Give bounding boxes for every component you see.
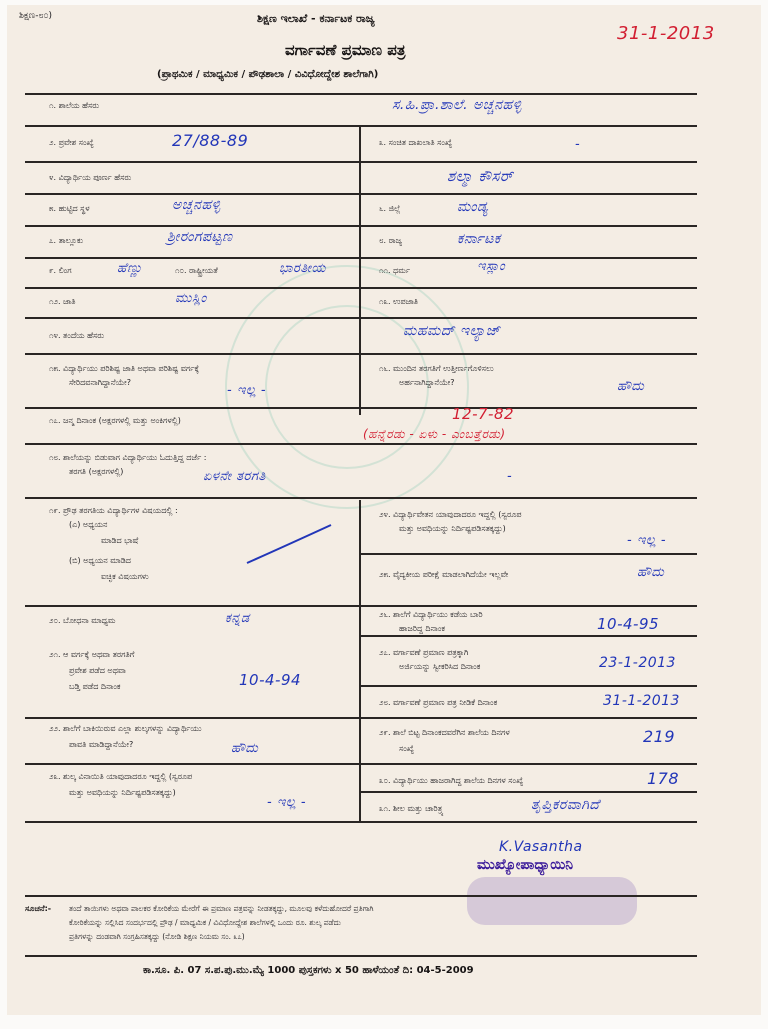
- field-label: ೧೦. ರಾಷ್ಟ್ರೀಯತೆ: [175, 266, 218, 275]
- field-label: ೨. ಪ್ರವೇಶ ಸಂಖ್ಯೆ: [49, 138, 94, 147]
- field-label: ೨೬. ಶಾಲೆಗೆ ವಿದ್ಯಾರ್ಥಿಯು ಕಡೆಯ ಬಾರಿ: [379, 610, 483, 619]
- row-line: [25, 317, 697, 319]
- field-value: ಶಲ್ಮಾ ಕೌಸರ್: [447, 167, 514, 185]
- note-label: ಸೂಚನೆ:-: [25, 904, 52, 913]
- field-label: ಸಂಖ್ಯೆ: [399, 744, 415, 753]
- field-label: ೧೯. ಪ್ರೌಢ ತರಗತಿಯ ವಿದ್ಯಾರ್ಥಿಗಳ ವಿಷಯದಲ್ಲಿ :: [49, 506, 178, 515]
- field-label: ೨೪. ವಿದ್ಯಾರ್ಥಿವೇತನ ಯಾವುದಾದರೂ ಇದ್ದಲ್ಲಿ (ಸ್ವರೂಪ: [379, 510, 522, 519]
- field-value: ಏಳನೇ ತರಗತಿ: [203, 469, 266, 484]
- field-label: ಮತ್ತು ಅವಧಿಯನ್ನು ನಿರ್ದಿಷ್ಟಪಡಿಸತಕ್ಕದ್ದು): [69, 788, 176, 797]
- field-label: ೨೩. ಶುಲ್ಕ ವಿನಾಯಿತಿ ಯಾವುದಾದರೂ ಇದ್ದಲ್ಲಿ (ಸ್ವರೂಪ: [49, 772, 193, 781]
- field-value: - ಇಲ್ಲ -: [627, 533, 667, 548]
- field-label: ೩. ಸಂಚಿತ ದಾಖಲಾತಿ ಸಂಖ್ಯೆ: [379, 138, 453, 147]
- transfer-certificate: [7, 5, 761, 1015]
- field-value: ಭಾರತೀಯ: [279, 261, 326, 276]
- field-value: 178: [647, 769, 680, 788]
- field-label: ೨೫. ವೈದ್ಯಕೀಯ ಪರೀಕ್ಷೆ ಮಾಡಲಾಗಿದೆಯೇ ಇಲ್ಲವೇ: [379, 570, 509, 579]
- field-value: - ಇಲ್ಲ -: [227, 383, 267, 398]
- row-line: [25, 821, 697, 823]
- page-subtitle: (ಪ್ರಾಥಮಿಕ / ಮಾಧ್ಯಮಿಕ / ಪೌಢಶಾಲಾ / ವಿವಿಧೋದ್ದೇಶ ಶಾಲೆಗಾಗಿ): [157, 69, 379, 80]
- field-label: ತರಗತಿ (ಅಕ್ಷರಗಳಲ್ಲಿ): [69, 467, 124, 476]
- field-label: ಅರ್ಹನಾಗಿದ್ದಾನೆಯೇ?: [399, 378, 455, 387]
- headmistress-signature: K.Vasantha: [499, 839, 583, 855]
- row-line: [359, 635, 697, 637]
- field-label: ಸೇರಿದವನಾಗಿದ್ದಾನೆಯೇ?: [69, 378, 131, 387]
- field-label: ೧೮. ಶಾಲೆಯನ್ನು ಬಿಡುವಾಗ ವಿದ್ಯಾರ್ಥಿಯು ಓದುತ್ತಿದ್ದ ದರ್ಜೆ :: [49, 453, 207, 462]
- note-line: ಪ್ರತಿಗಳನ್ನು ದಂಡವಾಗಿ ಸಂಗ್ರಹಿಸತಕ್ಕದ್ದು (ನೋಡಿ ಶಿಕ್ಷಣ ನಿಯಮ ಸಂ. ೩೭): [69, 932, 245, 941]
- row-line: [25, 443, 697, 445]
- field-label: ಮತ್ತು ಅವಧಿಯನ್ನು ನಿರ್ದಿಷ್ಟಪಡಿಸತಕ್ಕದ್ದು): [399, 524, 506, 533]
- field-label: ಐಚ್ಛಿಕ ವಿಷಯಗಳು: [101, 572, 149, 581]
- table-center-divider: [359, 125, 361, 415]
- footer-bottom-border: [25, 955, 697, 957]
- table-top-border: [25, 93, 697, 95]
- table-center-divider-lower: [359, 500, 361, 822]
- field-value: ಸ.ಹಿ.ಪ್ರಾ.ಶಾಲೆ. ಅಚ್ಚನಹಳ್ಳಿ: [392, 97, 522, 113]
- page-title: ವರ್ಗಾವಣೆ ಪ್ರಮಾಣ ಪತ್ರ: [285, 41, 406, 59]
- row-line: [25, 161, 697, 163]
- row-line: [25, 763, 697, 765]
- field-label: ಬಡ್ತಿ ಪಡೆದ ದಿನಾಂಕ: [69, 682, 121, 691]
- field-label: ೧೬. ಮುಂದಿನ ತರಗತಿಗೆ ಉತ್ತೀರ್ಣಗೊಳಿಸಲು: [379, 364, 494, 373]
- field-label: ೨೦. ಬೋಧನಾ ಮಾಧ್ಯಮ: [49, 616, 116, 625]
- row-line: [25, 353, 697, 355]
- field-value: 10-4-94: [239, 671, 302, 689]
- field-value: ಶ್ರೀರಂಗಪಟ್ಟಣ: [167, 229, 233, 245]
- row-line: [25, 125, 697, 127]
- stamp-ink-smudge: [467, 877, 637, 925]
- row-line: [25, 225, 697, 227]
- row-line: [25, 497, 697, 499]
- field-label: ೧೫. ವಿದ್ಯಾರ್ಥಿಯು ಪರಿಶಿಷ್ಟ ಜಾತಿ ಅಥವಾ ಪರಿಶಿಷ್ಟ ವರ್ಗಕ್ಕೆ: [49, 364, 200, 373]
- field-value: 31-1-2013: [603, 693, 680, 709]
- field-label: ಮಾಡಿದ ಭಾಷೆ: [101, 536, 139, 545]
- field-value: ಮುಸ್ಲಿಂ: [175, 291, 207, 306]
- field-label: ೭. ತಾಲ್ಲೂಕು: [49, 236, 84, 245]
- field-value: 10-4-95: [597, 615, 660, 633]
- field-label: ೧. ಶಾಲೆಯ ಹೆಸರು: [49, 101, 100, 110]
- field-value: ಹೌದು: [617, 379, 645, 394]
- field-value: ಮಹಮದ್ ಇಲ್ಯಾಜ್: [403, 323, 501, 339]
- field-value: 23-1-2013: [599, 655, 676, 671]
- field-label: (ಬಿ) ಅಧ್ಯಯನ ಮಾಡಿದ: [69, 556, 131, 565]
- field-label: ೧೩. ಉಪಜಾತಿ: [379, 297, 419, 306]
- field-value: ಕರ್ನಾಟಕ: [457, 231, 501, 247]
- field-value: -: [575, 137, 581, 152]
- field-label: ಪ್ರವೇಶ ಪಡೆದ ಅಥವಾ: [69, 666, 126, 675]
- field-value: ಹೌದು: [231, 741, 259, 756]
- note-line: ತಂದೆ ತಾಯಿಗಳು ಅಥವಾ ಪಾಲಕರ ಕೋರಿಕೆಯ ಮೇರೆಗೆ ಈ ಪ್ರಮಾಣ ಪತ್ರವನ್ನು ನೀಡತಕ್ಕದ್ದು, ಮೂಲವು ಕಳೆದುಹೋದರೆ ಪ್ರತಿಗಾಗಿ: [69, 904, 374, 913]
- row-line: [359, 685, 697, 687]
- footer-top-border: [25, 895, 697, 897]
- note-line: ಕೋರಿಕೆಯನ್ನು ಸಲ್ಲಿಸಿದ ಸಂದರ್ಭದಲ್ಲಿ ಪ್ರೌಢ / ಮಾಧ್ಯಮಿಕ / ವಿವಿಧೋದ್ದೇಶ ಶಾಲೆಗಳಲ್ಲಿ ಒಂದು ರೂ. ಶುಲ್ಕ ಪಡೆದು: [69, 918, 341, 927]
- field-label: ೧೨. ಜಾತಿ: [49, 297, 76, 306]
- dept-line: ಶಿಕ್ಷಣ ಇಲಾಖೆ - ಕರ್ನಾಟಕ ರಾಜ್ಯ: [257, 12, 375, 25]
- row-line: [359, 791, 697, 793]
- field-value: ತೃಪ್ತಿಕರವಾಗಿದೆ: [531, 797, 600, 813]
- field-value: ಕನ್ನಡ: [225, 611, 250, 626]
- field-label: ೨೧. ಆ ವರ್ಗಕ್ಕೆ ಅಥವಾ ತರಗತಿಗೆ: [49, 650, 135, 659]
- headmistress-stamp: ಮುಖ್ಯೋಪಾಧ್ಯಾಯಿನಿ: [477, 857, 574, 873]
- field-label: ೧೭. ಜನ್ಮ ದಿನಾಂಕ (ಅಕ್ಷರಗಳಲ್ಲಿ ಮತ್ತು ಅಂಕಿಗಳಲ್ಲಿ): [49, 416, 181, 425]
- field-label: ೩೦. ವಿದ್ಯಾರ್ಥಿಯು ಹಾಜರಾಗಿದ್ದ ಶಾಲೆಯ ದಿನಗಳ ಸಂಖ್ಯೆ: [379, 776, 524, 785]
- field-label: ೮. ರಾಜ್ಯ: [379, 236, 403, 245]
- field-value: 12-7-82: [452, 405, 515, 423]
- field-value: ಹೌದು: [637, 565, 665, 580]
- field-value-words: (ಹನ್ನೆರಡು - ಏಳು - ಎಂಬತ್ತೆರಡು): [363, 427, 506, 441]
- field-label: (ಎ) ಅಧ್ಯಯನ: [69, 520, 108, 529]
- field-value: ಮಂಡ್ಯ: [457, 199, 489, 215]
- field-label: ಪಾವತಿ ಮಾಡಿದ್ದಾನೆಯೇ?: [69, 740, 134, 749]
- field-label: ೬. ಜಿಲ್ಲೆ: [379, 204, 401, 213]
- field-label: ಅರ್ಜಿಯನ್ನು ಸ್ವೀಕರಿಸಿದ ದಿನಾಂಕ: [399, 662, 481, 671]
- field-label: ೧೪. ತಂದೆಯ ಹೆಸರು: [49, 331, 105, 340]
- field-label: ೨೮. ವರ್ಗಾವಣೆ ಪ್ರಮಾಣ ಪತ್ರ ನೀಡಿಕೆ ದಿನಾಂಕ: [379, 698, 498, 707]
- field-value: -: [507, 469, 513, 484]
- print-line: ಕಾ.ಸೂ. ಪಿ. 07 ಸ.ಪ.ಪು.ಮು.ಮ್ಯೆ 1000 ಪುಸ್ತಕಗಳು x 50 ಹಾಳೆಯಂತೆ ದಿ: 04-5-2009: [143, 965, 474, 976]
- row-line: [359, 553, 697, 555]
- row-line: [25, 605, 697, 607]
- field-label: ೧೧. ಧರ್ಮ: [379, 266, 410, 275]
- field-value: ಹೆಣ್ಣು: [117, 261, 143, 276]
- field-label: ೪. ವಿದ್ಯಾರ್ಥಿಯ ಪೂರ್ಣ ಹೆಸರು: [49, 173, 132, 182]
- row-line: [25, 257, 697, 259]
- field-label: ೨೨. ಶಾಲೆಗೆ ಬಾಕಿಯಿರುವ ಎಲ್ಲಾ ಶುಲ್ಕಗಳನ್ನು ವಿದ್ಯಾರ್ಥಿಯು: [49, 724, 202, 733]
- field-label: ೫. ಹುಟ್ಟಿದ ಸ್ಥಳ: [49, 204, 90, 213]
- field-value: 219: [643, 727, 676, 746]
- field-value: ಇಸ್ಲಾಂ: [477, 259, 506, 274]
- field-label: ೨೭. ವರ್ಗಾವಣೆ ಪ್ರಮಾಣ ಪತ್ರಕ್ಕಾಗಿ: [379, 648, 469, 657]
- field-value: 27/88-89: [172, 131, 249, 150]
- row-line: [25, 717, 697, 719]
- dept-code: ಶಿಕ್ಷಣ-೮೦): [19, 11, 53, 21]
- field-label: ೩೧. ಶೀಲ ಮತ್ತು ಚಾರಿತ್ರ್ಯ: [379, 804, 444, 813]
- issue-date: 31-1-2013: [617, 23, 715, 44]
- field-label: ಹಾಜರಿದ್ದ ದಿನಾಂಕ: [399, 624, 445, 633]
- field-value: - ಇಲ್ಲ -: [267, 795, 307, 810]
- row-line: [25, 287, 697, 289]
- field-label: ೨೯. ಶಾಲೆ ಬಿಟ್ಟ ದಿನಾಂಕದವರೆಗಿನ ಶಾಲೆಯ ದಿನಗಳ: [379, 728, 510, 737]
- field-label: ೯. ಲಿಂಗ: [49, 266, 72, 275]
- field-value: ಅಚ್ಚನಹಳ್ಳಿ: [172, 197, 221, 213]
- row-line: [25, 193, 697, 195]
- blank-strike-mark: [243, 519, 337, 569]
- row-line: [25, 407, 697, 409]
